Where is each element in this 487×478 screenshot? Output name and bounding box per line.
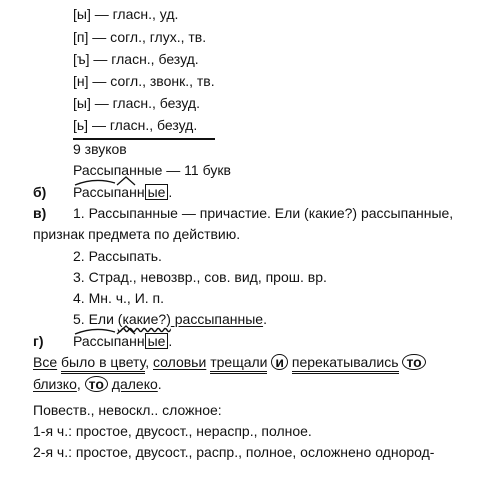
suffix-mark: [117, 177, 135, 185]
sound-desc: — гласн., безуд.: [94, 95, 200, 111]
conjunction-circle: и: [271, 354, 288, 370]
part-g-word: Рассыпанн ые .: [73, 333, 173, 349]
analysis-line1: Повеств., невоскл.. сложное:: [33, 402, 222, 418]
sound: [н]: [73, 73, 89, 89]
predicate: было в цвету: [61, 354, 145, 374]
root-arc: [75, 329, 115, 334]
part-v-item4: 4. Мн. ч., И. п.: [73, 290, 165, 306]
part-v-line2: признак предмета по действию.: [33, 226, 241, 242]
phonetic-row: [73, 95, 200, 111]
sound-desc: — гласн., безуд.: [93, 51, 199, 67]
phonetic-row: [73, 29, 206, 45]
sound-desc: — согл., глух., тв.: [92, 29, 207, 45]
part-v-line1: 1. Рассыпанные — причастие. Ели (какие?) рассыпанные,: [73, 205, 454, 221]
sound-count: 9 звуков: [73, 141, 127, 157]
sound: [ы]: [73, 6, 91, 22]
morpheme-arcs: [73, 325, 173, 335]
sound: [п]: [73, 29, 89, 45]
conjunction-circle: то: [402, 354, 425, 370]
analysis-line2: 1-я ч.: простое, двусост., нераспр., полное.: [33, 423, 312, 439]
morpheme-arcs: [73, 176, 173, 186]
sound-desc: — согл., звонк., тв.: [92, 73, 215, 89]
phonetic-row: [73, 73, 215, 89]
part-v-item5: 5. Ели (какие?) рассыпанные.: [73, 311, 267, 327]
sound-desc: — гласн., уд.: [94, 6, 179, 22]
subject: соловьи: [153, 354, 207, 370]
table-divider: [73, 138, 215, 140]
part-g-label: г): [33, 333, 44, 349]
question: (какие?): [117, 311, 171, 327]
part-v-item3: 3. Страд., невозвр., сов. вид, прош. вр.: [73, 269, 327, 285]
part-v-label: в): [33, 205, 47, 221]
predicate: перекатывались: [292, 354, 399, 374]
word-ending-box: ые: [145, 184, 169, 200]
analysis-line3: 2-я ч.: простое, двусост., распр., полное, осложнено однород-: [33, 444, 435, 460]
adverbial: далеко: [111, 376, 158, 392]
part-b-word: Рассыпанн ые .: [73, 184, 173, 200]
word-stem: Рассыпанн: [73, 333, 145, 349]
word-ending-box: ые: [145, 333, 169, 349]
sound-desc: — гласн., безуд.: [91, 117, 198, 133]
predicate: трещали: [210, 354, 267, 374]
part-v-item2: 2. Рассыпать.: [73, 248, 162, 264]
subject: Все: [33, 354, 58, 370]
sound: [ъ]: [73, 51, 90, 67]
parsed-sentence-cont: близко, то далеко.: [33, 376, 162, 392]
conjunction-circle: то: [85, 376, 108, 392]
phonetic-row: [73, 6, 178, 22]
sound: [ы]: [73, 95, 91, 111]
phonetic-row: [73, 117, 197, 133]
adverbial: близко: [33, 376, 77, 392]
part-b-label: б): [33, 184, 47, 200]
parsed-sentence: Все было в цвету, соловьи трещали и перекатывались то: [33, 354, 426, 370]
word-stem: Рассыпанн: [73, 184, 145, 200]
letter-count: Рассыпанные — 11 букв: [73, 162, 231, 178]
suffix-mark: [117, 326, 135, 334]
root-arc: [75, 180, 115, 185]
sound: [ь]: [73, 117, 89, 133]
participle: рассыпанные: [170, 311, 264, 327]
phonetic-row: [73, 51, 199, 67]
